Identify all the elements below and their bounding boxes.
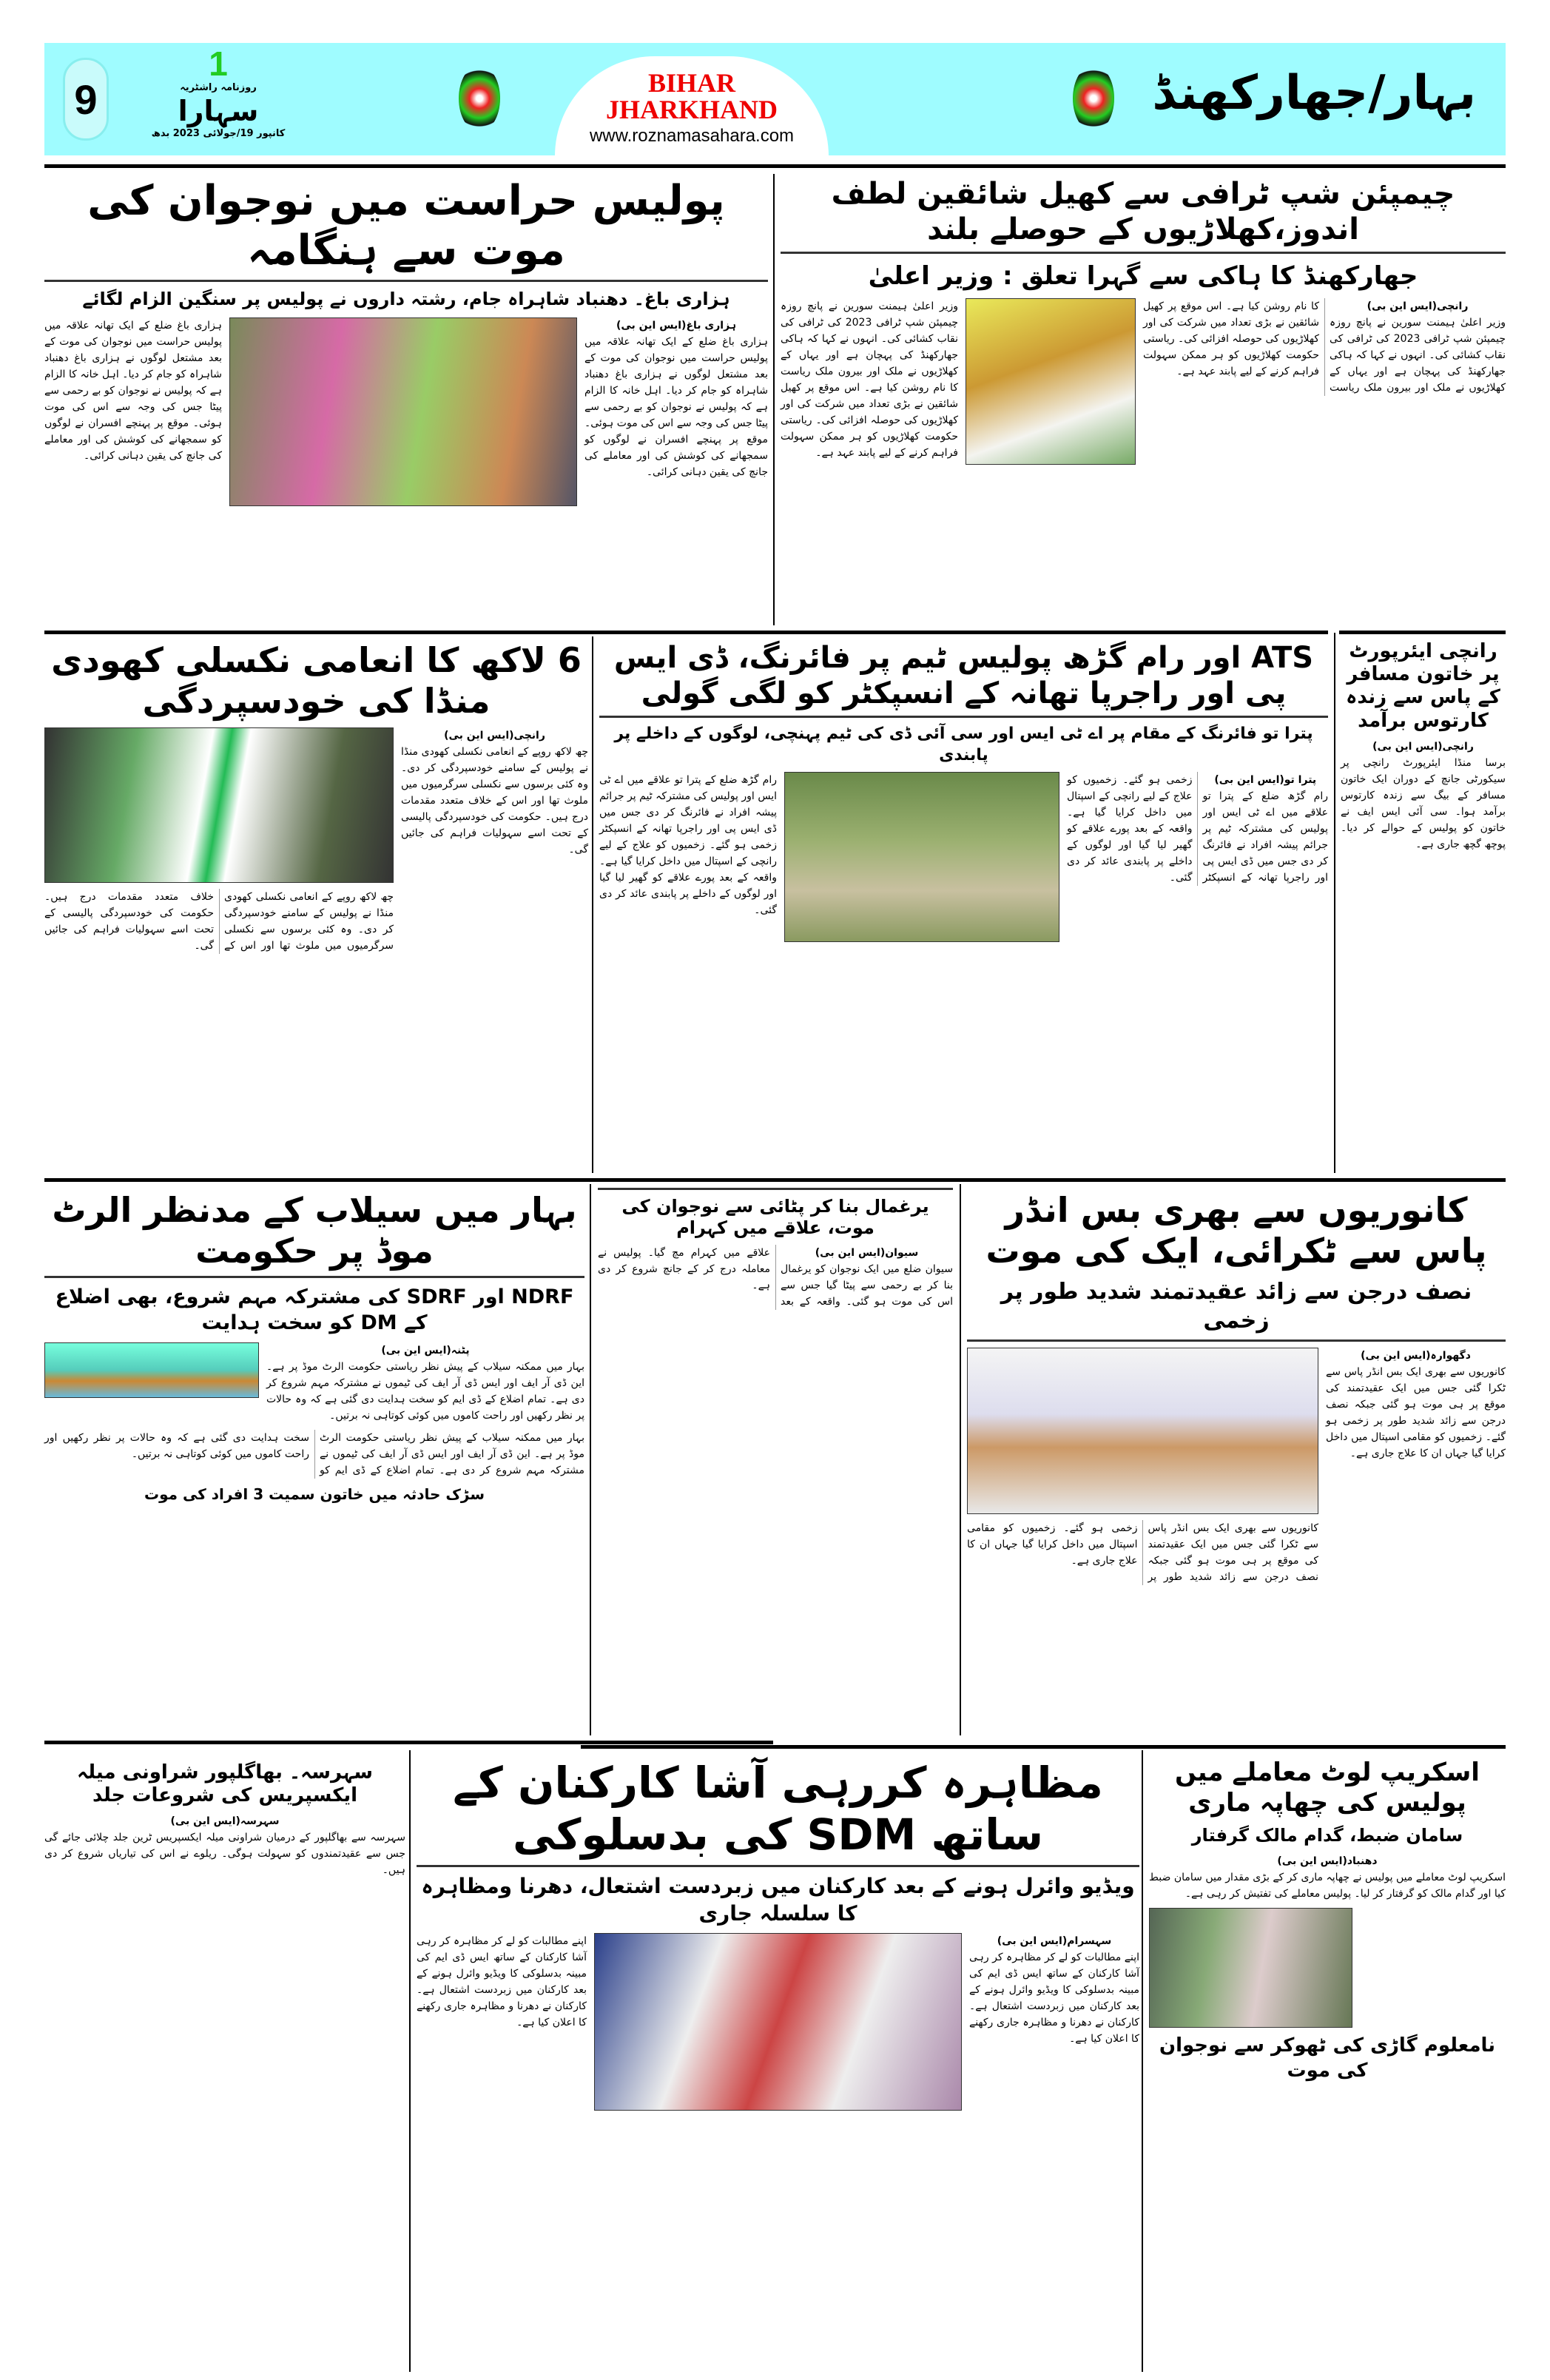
headline-custody-death: پولیس حراست میں نوجوان کی موت سے ہنگامہ xyxy=(44,176,768,282)
photo-protest xyxy=(229,317,577,506)
divider xyxy=(44,164,1506,168)
subhead-hit-and-run: نامعلوم گاڑی کی ٹھوکر سے نوجوان کی موت xyxy=(1159,2034,1496,2082)
article-scrap xyxy=(1149,1758,1506,2083)
body-text: اپنے مطالبات کو لے کر مظاہرہ کر رہی آشا کارکنان کے ساتھ ایس ڈی ایم کی مبینہ بدسلوکی کا ویڈیو وائرل ہونے کے بعد کارکنان میں زبردست اشتعال ہے۔ کارکنان نے دھرنا و مظاہرہ جاری رکھنے کا اعلان کیا ہے۔ xyxy=(969,1951,1139,2045)
body-text: اسکریپ لوٹ معاملے میں پولیس نے چھاپہ ماری کر کے بڑی مقدار میں سامان ضبط کیا اور گدام مالک کو گرفتار کر لیا۔ پولیس معاملے کی تفتیش کر رہی ہے۔ xyxy=(1149,1871,1506,1900)
body-text: وزیر اعلیٰ ہیمنت سورین نے پانچ روزہ چیمپئن شپ ٹرافی 2023 کی ٹرافی کی نقاب کشائی کی۔ انہوں نے کہا کہ ہاکی جھارکھنڈ کی پہچان ہے اور یہاں کے کھلاڑیوں نے ملک اور بیرون ملک ریاست کا نام روشن کیا ہے۔ اس موقع پر کھیل شائقین نے بڑی تعداد میں شرکت کی اور کھلاڑیوں کی حوصلہ افزائی کی۔ ریاستی حکومت کھلاڑیوں کو ہر ممکن سہولت فراہم کرنے کے لیے پابند عہد ہے۔ xyxy=(1143,300,1506,394)
page-number: 9 xyxy=(63,58,109,141)
article-body-scrap xyxy=(1149,1853,1506,1902)
body-text: کانوریوں سے بھری ایک بس انڈر پاس سے ٹکرا گئی جس میں ایک عقیدتمند کی موقع پر ہی موت ہو گئی جبکہ نصف درجن سے زائد شدید طور پر زخمی ہو گئے۔ زخمیوں کو مقامی اسپتال میں داخل کرایا گیا جہاں ان کا علاج جاری ہے۔ xyxy=(967,1522,1318,1584)
article-hockey xyxy=(781,176,1506,465)
divider xyxy=(44,1178,1506,1182)
headline-scrap-raid: اسکریپ لوٹ معاملے میں پولیس کی چھاپہ ماری xyxy=(1175,1758,1480,1818)
column-divider xyxy=(592,636,593,1173)
dateline: رانچی(ایس این بی) xyxy=(1367,300,1469,313)
body-text: چھ لاکھ روپے کے انعامی نکسلی کھودی منڈا نے پولیس کے سامنے خودسپردگی کر دی۔ وہ کئی برسوں سے نکسلی سرگرمیوں میں ملوث تھا اور اس کے خلاف متعدد مقدمات درج ہیں۔ حکومت کی خودسپردگی پالیسی کے تحت اسے سہولیات فراہم کی جائیں گی۔ xyxy=(401,746,588,856)
photo-asha-workers xyxy=(594,1933,962,2111)
subhead-custody-death: ہزاری باغ۔ دھنباد شاہراہ جام، رشتہ داروں نے پولیس پر سنگین الزام لگائے xyxy=(82,289,730,310)
divider xyxy=(1339,631,1506,634)
article-body-airport xyxy=(1341,739,1506,853)
article-body-kanwar-cont xyxy=(967,1520,1318,1585)
column-divider xyxy=(1142,1750,1143,2372)
article-body-train xyxy=(44,1813,405,1878)
headline-hostage-death: یرغمال بنا کر پٹائی سے نوجوان کی موت، علاقے میں کہرام xyxy=(598,1188,953,1239)
edition-arch xyxy=(555,56,829,156)
dateline: رانچی(ایس این بی) xyxy=(1372,740,1474,753)
body-text: چھ لاکھ روپے کے انعامی نکسلی کھودی منڈا نے پولیس کے سامنے خودسپردگی کر دی۔ وہ کئی برسوں سے نکسلی سرگرمیوں میں ملوث تھا اور اس کے خلاف متعدد مقدمات درج ہیں۔ حکومت کی خودسپردگی پالیسی کے تحت اسے سہولیات فراہم کی جائیں گی۔ xyxy=(44,891,394,952)
headline-hockey: چیمپئن شپ ٹرافی سے کھیل شائقین لطف اندوز،کھلاڑیوں کے حوصلے بلند xyxy=(781,176,1506,254)
photo-injured-hospital xyxy=(967,1348,1318,1514)
sunburst-icon xyxy=(459,65,500,132)
dateline: ہزاری باغ(ایس این بی) xyxy=(616,319,737,332)
article-body-hockey-cont xyxy=(781,298,958,461)
article-body-asha xyxy=(969,1933,1139,2047)
dateline: رانچی(ایس این بی) xyxy=(444,730,545,742)
divider xyxy=(581,1745,1506,1749)
subhead-ats-firing: پترا تو فائرنگ کے مقام پر اے ٹی ایس اور سی آئی ڈی کی ٹیم پہنچی، لوگوں کے داخلے پر پابندی xyxy=(614,725,1313,764)
paper-name: سہارا xyxy=(178,95,259,127)
masthead xyxy=(44,43,1506,155)
subhead-asha-protest: ویڈیو وائرل ہونے کے بعد کارکنان میں زبردست اشتعال، دھرنا ومظاہرہ کا سلسلہ جاری xyxy=(421,1874,1135,1926)
article-body-flood xyxy=(266,1342,584,1424)
website-link[interactable]: www.roznamasahara.com xyxy=(589,126,795,146)
photo-hockey-trophy xyxy=(966,298,1136,465)
body-text: ہزاری باغ ضلع کے ایک تھانہ علاقہ میں پولیس حراست میں نوجوان کی موت کے بعد مشتعل لوگوں نے ہزاری باغ دھنباد شاہراہ کو جام کر دیا۔ اہل خانہ کا الزام ہے کہ پولیس نے نوجوان کو بے رحمی سے پیٹا جس کی وجہ سے اس کی موت ہوئی۔ موقع پر پہنچے افسران نے لوگوں کو سمجھانے کی کوشش کی اور معاملے کی جانچ کی یقین دہانی کرائی۔ xyxy=(44,319,222,462)
edition-title-jharkhand: JHARKHAND xyxy=(606,95,778,124)
headline-kanwar-bus: کانوریوں سے بھری بس انڈر پاس سے ٹکرائی، ایک کی موت xyxy=(985,1190,1487,1271)
dateline: سہرسہ(ایس این بی) xyxy=(170,1815,280,1828)
column-divider xyxy=(409,1750,411,2372)
article-airport xyxy=(1341,640,1506,853)
photo-firing-site xyxy=(784,772,1059,942)
column-divider xyxy=(960,1184,961,1735)
article-body-custody xyxy=(584,317,768,480)
body-text: سیوان ضلع میں ایک نوجوان کو یرغمال بنا کر بے رحمی سے پیٹا گیا جس سے اس کی موت ہو گئی۔ واقعہ کے بعد علاقے میں کہرام مچ گیا۔ پولیس نے معاملہ درج کر کے جانچ شروع کر دی ہے۔ xyxy=(598,1246,953,1308)
article-asha xyxy=(417,1758,1139,2111)
article-body-ats-cont xyxy=(599,772,777,918)
body-text: سہرسہ سے بھاگلپور کے درمیان شراونی میلہ ایکسپریس ٹرین جلد چلائی جائے گی جس سے عقیدتمندوں کو سہولت ہوگی۔ ریلوے نے اس کی تیاریاں شروع کر دی ہیں۔ xyxy=(44,1832,405,1877)
edition-date: کانپور 19/جولائی 2023 بدھ xyxy=(151,128,286,139)
article-body-hockey xyxy=(1143,298,1506,396)
column-divider xyxy=(590,1184,591,1735)
body-text: رام گڑھ ضلع کے پترا تو علاقے میں اے ٹی ایس اور پولیس کی مشترکہ ٹیم پر جرائم پیشہ افراد نے فائرنگ کر دی جس میں ڈی ایس پی اور راجرپا تھانہ کے انسپکٹر زخمی ہو گئے۔ زخمیوں کو علاج کے لیے رانچی کے اسپتال میں داخل کرایا گیا ہے۔ واقعہ کے بعد پورے علاقے کو گھیر لیا گیا اور لوگوں کے داخلے پر پابندی عائد کر دی گئی۔ xyxy=(1067,774,1328,884)
body-text: ہزاری باغ ضلع کے ایک تھانہ علاقہ میں پولیس حراست میں نوجوان کی موت کے بعد مشتعل لوگوں نے ہزاری باغ دھنباد شاہراہ کو جام کر دیا۔ اہل خانہ کا الزام ہے کہ پولیس نے نوجوان کو بے رحمی سے پیٹا جس کی وجہ سے اس کی موت ہوئی۔ موقع پر پہنچے افسران نے لوگوں کو سمجھانے کی کوشش کی اور معاملے کی جانچ کی یقین دہانی کرائی۔ xyxy=(584,335,768,478)
headline-shravani-express: سہرسہ۔ بھاگلپور شراونی میلہ ایکسپریس کی شروعات جلد xyxy=(77,1761,373,1807)
photo-police-raid xyxy=(1149,1908,1352,2028)
article-kanwar xyxy=(967,1190,1506,1585)
article-hostage xyxy=(598,1188,953,1310)
sunburst-icon xyxy=(1073,65,1114,132)
newspaper-logo xyxy=(151,44,286,153)
article-flood xyxy=(44,1190,584,1504)
dateline: سیوان(ایس این بی) xyxy=(815,1246,919,1259)
body-text: بہار میں ممکنہ سیلاب کے پیش نظر ریاستی حکومت الرٹ موڈ پر ہے۔ این ڈی آر ایف اور ایس ڈی آر ایف کی ٹیموں نے مشترکہ مہم شروع کر دی ہے۔ تمام اضلاع کے ڈی ایم کو سخت ہدایت دی گئی ہے کہ وہ حالات پر نظر رکھیں اور راحت کاموں میں کوئی کوتاہی نہ برتیں۔ xyxy=(266,1360,584,1422)
divider xyxy=(44,631,1328,634)
headline-naxal-surrender: 6 لاکھ کا انعامی نکسلی کھودی منڈا کی خودسپردگی xyxy=(51,640,582,722)
column-divider xyxy=(1334,633,1335,1173)
article-custody xyxy=(44,176,768,506)
divider xyxy=(44,1741,773,1744)
section-title: بہار/جھارکھنڈ xyxy=(1152,66,1476,121)
column-divider xyxy=(773,174,775,625)
body-text: وزیر اعلیٰ ہیمنت سورین نے پانچ روزہ چیمپئن شپ ٹرافی 2023 کی ٹرافی کی نقاب کشائی کی۔ انہوں نے کہا کہ ہاکی جھارکھنڈ کی پہچان ہے اور یہاں کے کھلاڑیوں نے ملک اور بیرون ملک ریاست کا نام روشن کیا ہے۔ اس موقع پر کھیل شائقین نے بڑی تعداد میں شرکت کی اور کھلاڑیوں کی حوصلہ افزائی کی۔ ریاستی حکومت کھلاڑیوں کو ہر ممکن سہولت فراہم کرنے کے لیے پابند عہد ہے۔ xyxy=(781,300,958,460)
dateline: پترا تو(ایس این بی) xyxy=(1214,774,1317,787)
article-body-naxal xyxy=(401,727,588,858)
article-train xyxy=(44,1761,405,1878)
body-text: کانوریوں سے بھری ایک بس انڈر پاس سے ٹکرا گئی جس میں ایک عقیدتمند کی موقع پر ہی موت ہو گئی جبکہ نصف درجن سے زائد شدید طور پر زخمی ہو گئے۔ زخمیوں کو مقامی اسپتال میں داخل کرایا گیا جہاں ان کا علاج جاری ہے۔ xyxy=(1326,1366,1506,1460)
photo-rescue-boat xyxy=(44,1342,259,1398)
body-text: برسا منڈا ایئرپورٹ رانچی پر سیکورٹی جانچ کے دوران ایک خاتون مسافر کے بیگ سے زندہ کارتوس برآمد ہوا۔ سی آئی ایس ایف نے خاتون کو پولیس کے حوالے کر دیا۔ پوچھ گچھ جاری ہے۔ xyxy=(1341,756,1506,850)
article-body-custody-cont xyxy=(44,317,222,464)
article-body-kanwar xyxy=(1326,1348,1506,1462)
headline-ats-firing: ATS اور رام گڑھ پولیس ٹیم پر فائرنگ، ڈی ایس پی اور راجرپا تھانہ کے انسپکٹر کو لگی گولی xyxy=(599,640,1328,718)
subhead-road-accident: سڑک حادثہ میں خاتون سمیت 3 افراد کی موت xyxy=(144,1485,485,1503)
article-body-hostage xyxy=(598,1245,953,1310)
photo-surrender xyxy=(44,727,394,883)
paper-tagline: روزنامہ راشٹریہ xyxy=(180,82,257,93)
headline-flood-alert: بہار میں سیلاب کے مدنظر الرٹ موڈ پر حکومت xyxy=(44,1190,584,1278)
dateline: دھنباد(ایس این بی) xyxy=(1277,1855,1378,1867)
article-naxal xyxy=(44,640,588,954)
subhead-scrap-raid: سامان ضبط، گدام مالک گرفتار xyxy=(1191,1824,1463,1846)
logo-mark: 1 xyxy=(209,44,228,83)
article-body-flood-cont xyxy=(44,1430,584,1479)
headline-asha-protest: مظاہرہ کررہی آشا کارکنان کے ساتھ SDM کی بدسلوکی xyxy=(417,1758,1139,1867)
subhead-flood-alert: NDRF اور SDRF کی مشترکہ مہم شروع، بھی اضلاع کے DM کو سخت ہدایت xyxy=(55,1285,574,1335)
article-ats xyxy=(599,640,1328,942)
article-body-ats xyxy=(1067,772,1328,886)
dateline: پٹنہ(ایس این بی) xyxy=(381,1344,470,1357)
article-body-naxal-cont xyxy=(44,889,394,954)
body-text: رام گڑھ ضلع کے پترا تو علاقے میں اے ٹی ایس اور پولیس کی مشترکہ ٹیم پر جرائم پیشہ افراد نے فائرنگ کر دی جس میں ڈی ایس پی اور راجرپا تھانہ کے انسپکٹر زخمی ہو گئے۔ زخمیوں کو علاج کے لیے رانچی کے اسپتال میں داخل کرایا گیا ہے۔ واقعہ کے بعد پورے علاقے کو گھیر لیا گیا اور لوگوں کے داخلے پر پابندی عائد کر دی گئی۔ xyxy=(599,774,777,917)
dateline: دگھوارہ(ایس این بی) xyxy=(1361,1350,1471,1362)
subhead-kanwar-bus: نصف درجن سے زائد عقیدتمند شدید طور پر زخمی xyxy=(967,1277,1506,1342)
headline-airport: رانچی ایئرپورٹ پر خاتون مسافر کے پاس سے زندہ کارتوس برآمد xyxy=(1346,640,1500,732)
body-text: بہار میں ممکنہ سیلاب کے پیش نظر ریاستی حکومت الرٹ موڈ پر ہے۔ این ڈی آر ایف اور ایس ڈی آر ایف کی ٹیموں نے مشترکہ مہم شروع کر دی ہے۔ تمام اضلاع کے ڈی ایم کو سخت ہدایت دی گئی ہے کہ وہ حالات پر نظر رکھیں اور راحت کاموں میں کوئی کوتاہی نہ برتیں۔ xyxy=(44,1431,584,1476)
subhead-hockey: جھارکھنڈ کا ہاکی سے گہرا تعلق : وزیر اعلیٰ xyxy=(868,261,1418,291)
article-body-asha-cont xyxy=(417,1933,587,2031)
body-text: اپنے مطالبات کو لے کر مظاہرہ کر رہی آشا کارکنان کے ساتھ ایس ڈی ایم کی مبینہ بدسلوکی کا ویڈیو وائرل ہونے کے بعد کارکنان میں زبردست اشتعال ہے۔ کارکنان نے دھرنا و مظاہرہ جاری رکھنے کا اعلان کیا ہے۔ xyxy=(417,1934,587,2028)
dateline: سہسرام(ایس این بی) xyxy=(997,1934,1112,1947)
edition-title-bihar: BIHAR xyxy=(647,68,736,98)
